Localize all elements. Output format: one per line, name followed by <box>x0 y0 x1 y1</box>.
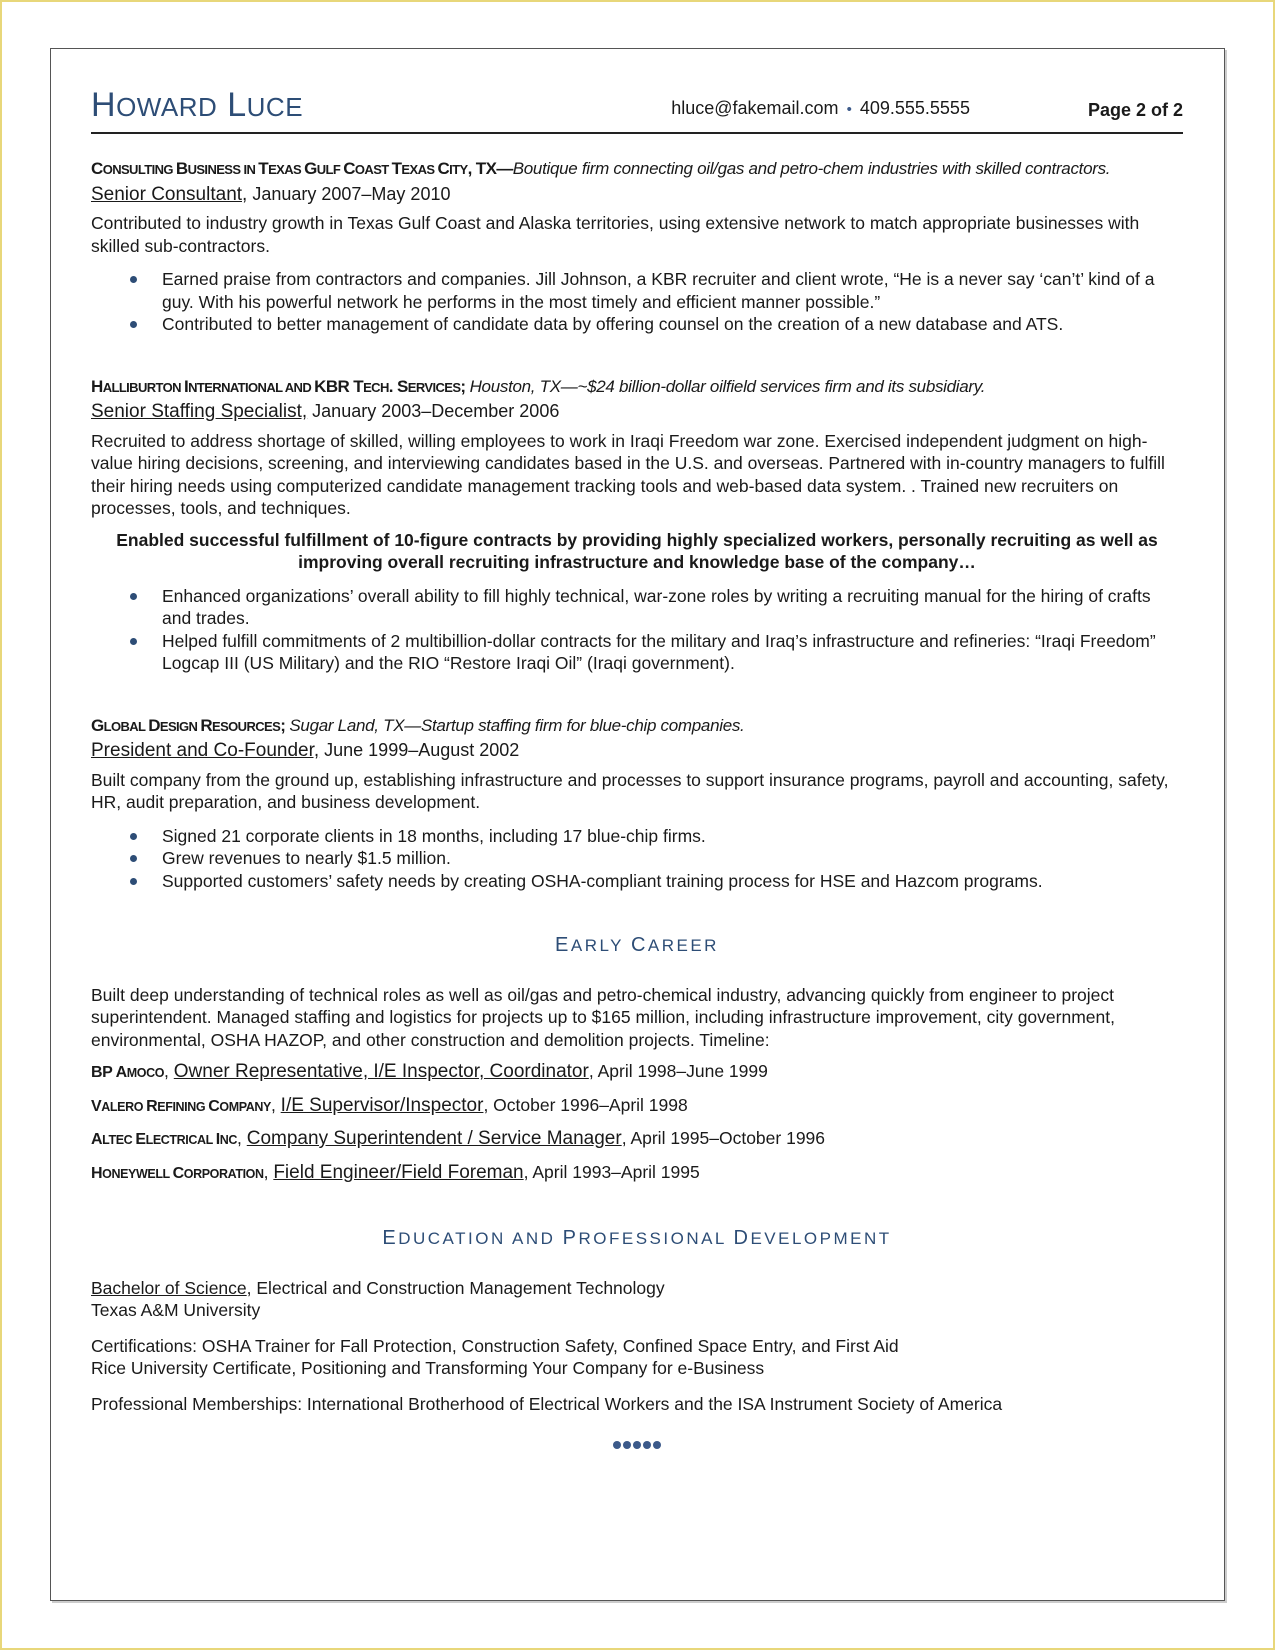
job-entry <box>91 376 1183 675</box>
ec-role: Company Superintendent / Service Manager <box>246 1128 622 1149</box>
ec-role: Owner Representative, I/E Inspector, Coordinator <box>173 1061 589 1082</box>
candidate-name: HOWARD LUCE <box>91 86 304 124</box>
job-title: Senior Consultant, <box>91 183 248 205</box>
job-entry <box>91 715 1183 893</box>
job-title-line <box>91 183 1183 207</box>
ec-company: BP AMOCO <box>91 1064 165 1081</box>
early-career-summary: Built deep understanding of technical roles as well as oil/gas and petro-chemical industry, advancing quickly from engineer to project superintendent. Managed staffing and logistics for projects up to $165 million, including infrastructure improvement, city government, environmental, OSHA HAZOP, and other construction and demolition projects. Timeline: <box>91 984 1115 1050</box>
phone-number: 409.555.5555 <box>859 97 970 118</box>
end-mark <box>91 1432 1183 1455</box>
school: Texas A&M University <box>91 1300 261 1320</box>
email-address: hluce@fakemail.com <box>671 97 839 118</box>
list-item: Supported customers’ safety needs by creating OSHA-compliant training process for HSE and Hazcom programs. <box>162 870 1183 893</box>
resume-content <box>91 77 1183 1455</box>
ec-company: VALERO REFINING COMPANY <box>91 1097 271 1115</box>
list-item: Helped fulfill commitments of 2 multibillion-dollar contracts for the military and Iraq’s infrastructure and refineries: “Iraqi Freedom” Logcap III (US Military) and the RIO “Restore Iraqi Oil” (Iraqi government). <box>162 630 1183 675</box>
ec-dates: , April 1995–October 1996 <box>621 1128 826 1148</box>
resume-header <box>91 77 1183 127</box>
achievement-list <box>91 268 1183 336</box>
job-title: Senior Staffing Specialist, <box>91 401 308 422</box>
end-dot <box>613 1441 621 1449</box>
list-item: Signed 21 corporate clients in 18 months, including 17 blue-chip firms. <box>162 825 1183 848</box>
end-dot <box>623 1441 631 1449</box>
early-career-entry: HONEYWELL CORPORATION, Field Engineer/Field Foreman, April 1993–April 1995 <box>91 1161 700 1183</box>
job-summary: Contributed to industry growth in Texas Gulf Coast and Alaska territories, using extensive network to match appropriate businesses with skilled sub-contractors. <box>91 213 1140 256</box>
bullet-separator: • <box>846 100 852 118</box>
end-dot <box>643 1441 651 1449</box>
ec-dates: , April 1998–June 1999 <box>588 1061 768 1081</box>
early-career-entry: VALERO REFINING COMPANY, I/E Supervisor/Inspector, October 1996–April 1998 <box>91 1094 688 1116</box>
company-line: GLOBAL DESIGN RESOURCES; Sugar Land, TX—Startup staffing firm for blue-chip companies. <box>91 715 745 735</box>
achievement-list <box>91 585 1183 675</box>
end-dot <box>633 1441 641 1449</box>
early-career-heading: EARLY CAREER <box>555 934 719 956</box>
job-entry <box>91 158 1183 336</box>
job-dates: January 2003–December 2006 <box>307 401 560 421</box>
ec-role: Field Engineer/Field Foreman <box>273 1161 524 1183</box>
job-summary: Recruited to address shortage of skilled, willing employees to work in Iraqi Freedom war zone. Exercised independent judgment on high-value hiring decisions, screening, and interviewing candidates based in the U.S. and overseas. Partnered with in-country managers to fulfill their hiring needs using computerized candidate management tracking tools and web-based data system. . Trained new recruiters on processes, tools, and techniques. <box>91 430 1165 518</box>
company-line: CONSULTING BUSINESS IN TEXAS GULF COAST TEXAS CITY, TX—Boutique firm connecting oil/gas and petro-chem industries with skilled contractors. <box>91 159 1111 178</box>
job-title-line <box>91 400 1183 424</box>
company-line: HALLIBURTON INTERNATIONAL AND KBR TECH. SERVICES; Houston, TX—~$24 billion-dollar oilfield services firm and its subsidiary. <box>91 376 986 396</box>
ec-dates: , April 1993–April 1995 <box>523 1161 700 1182</box>
list-item: Enhanced organizations’ overall ability to fill highly technical, war-zone roles by writing a recruiting manual for the hiring of crafts and trades. <box>162 585 1183 630</box>
memberships: Professional Memberships: International Brotherhood of Electrical Workers and the ISA Instrument Society of America <box>91 1393 1003 1414</box>
list-item: Earned praise from contractors and companies. Jill Johnson, a KBR recruiter and client wrote, “He is a never say ‘can’t’ kind of a guy. With his powerful network he performs in the most timely and efficient manner possible.” <box>162 268 1183 313</box>
education-heading: EDUCATION AND PROFESSIONAL DEVELOPMENT <box>382 1227 892 1249</box>
experience-list <box>91 158 1183 892</box>
early-career-entry: ALTEC ELECTRICAL INC, Company Superintendent / Service Manager, April 1995–October 1996 <box>91 1128 826 1149</box>
certifications: Certifications: OSHA Trainer for Fall Protection, Construction Safety, Confined Space Entry, and First Aid <box>91 1335 899 1356</box>
ec-company: HONEYWELL CORPORATION <box>91 1164 264 1182</box>
ec-company: ALTEC ELECTRICAL INC <box>91 1131 238 1148</box>
resume-page <box>50 48 1225 1601</box>
header-rule <box>91 132 1183 134</box>
company-description: Boutique firm connecting oil/gas and petro-chem industries with skilled contractors. <box>512 159 1111 178</box>
education-section <box>91 1277 1183 1416</box>
early-career-entry: BP AMOCO, Owner Representative, I/E Inspector, Coordinator, April 1998–June 1999 <box>91 1061 768 1082</box>
company-description: Sugar Land, TX—Startup staffing firm for blue-chip companies. <box>289 715 745 735</box>
ec-role: I/E Supervisor/Inspector <box>280 1094 484 1116</box>
list-item: Grew revenues to nearly $1.5 million. <box>162 847 1183 870</box>
company-description: Houston, TX—~$24 billion-dollar oilfield services firm and its subsidiary. <box>469 376 986 396</box>
job-callout: Enabled successful fulfillment of 10-figure contracts by providing highly specialized workers, personally recruiting as well as improving overall recruiting infrastructure and knowledge base of the company… <box>116 529 1158 572</box>
early-career-timeline <box>91 1060 1183 1185</box>
end-dot <box>653 1441 661 1449</box>
job-summary: Built company from the ground up, establishing infrastructure and processes to support insurance programs, payroll and accounting, safety, HR, audit preparation, and business development. <box>91 769 1169 812</box>
achievement-list <box>91 825 1183 893</box>
ec-dates: , October 1996–April 1998 <box>483 1094 688 1115</box>
list-item: Contributed to better management of candidate data by offering counsel on the creation of a new database and ATS. <box>162 313 1183 336</box>
job-dates: June 1999–August 2002 <box>319 740 520 760</box>
contact-info <box>671 97 970 128</box>
job-dates: January 2007–May 2010 <box>247 183 451 204</box>
page-number: Page 2 of 2 <box>1087 99 1183 120</box>
job-title-line <box>91 739 1183 763</box>
job-title: President and Co-Founder, <box>91 740 320 761</box>
certificate: Rice University Certificate, Positioning and Transforming Your Company for e-Business <box>91 1358 765 1378</box>
degree: Bachelor of Science, Electrical and Construction Management Technology <box>91 1277 665 1298</box>
